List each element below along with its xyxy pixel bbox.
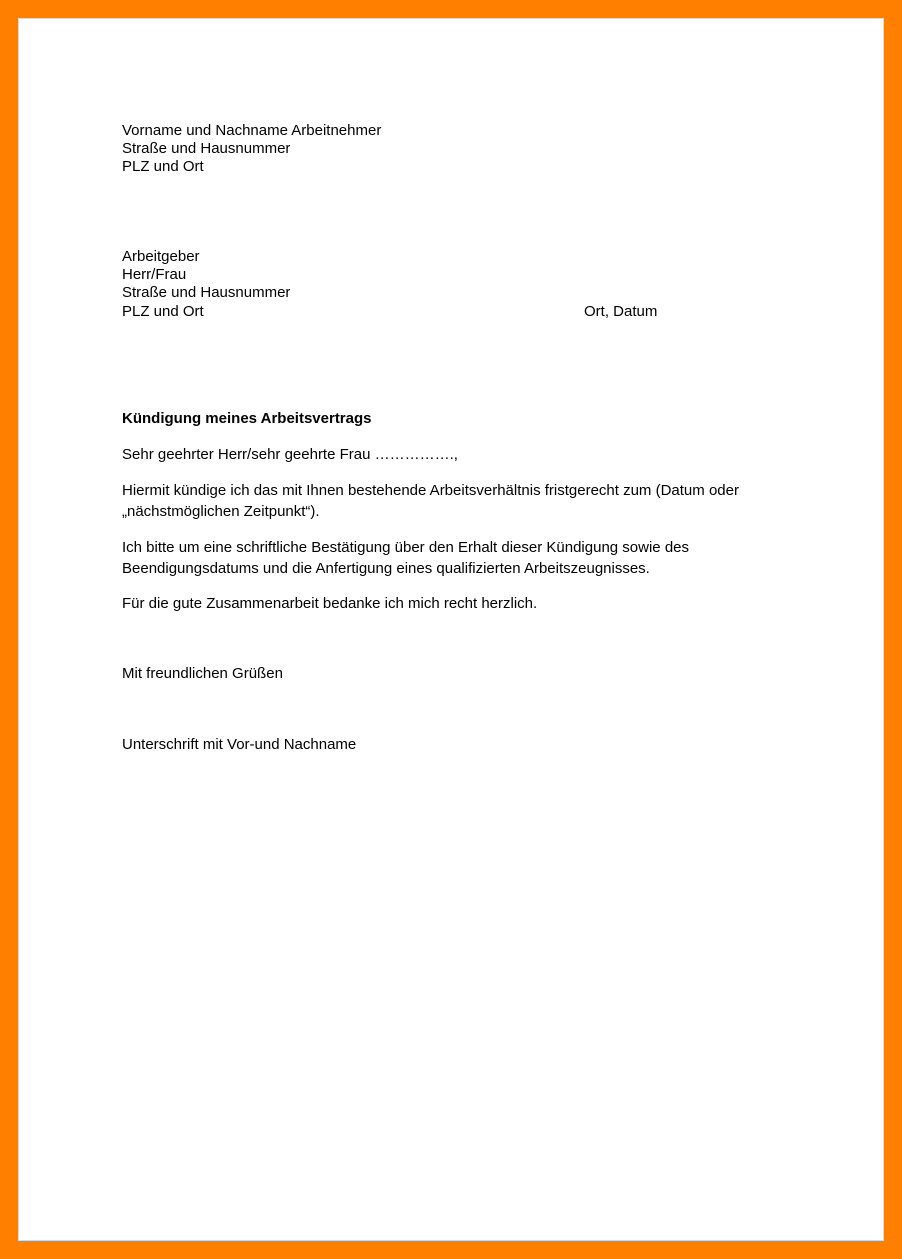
letter-page — [18, 18, 884, 1241]
body-paragraph-1: Hiermit kündige ich das mit Ihnen bestehende Arbeitsverhältnis fristgerecht zum (Datum oder „nächstmöglichen Zeitpunkt“). — [122, 482, 739, 520]
body-paragraph-3: Für die gute Zusammenarbeit bedanke ich mich recht herzlich. — [122, 595, 538, 612]
letter-salutation: Sehr geehrter Herr/sehr geehrte Frau ……………., — [122, 446, 458, 463]
recipient-street: Straße und Hausnummer — [122, 284, 291, 301]
body-paragraph-2: Ich bitte um eine schriftliche Bestätigung über den Erhalt dieser Kündigung sowie des Beendigungsdatums und die Anfertigung eines qualifizierten Arbeitszeugnisses. — [122, 539, 690, 577]
recipient-company: Arbeitgeber — [122, 248, 200, 265]
recipient-person: Herr/Frau — [122, 266, 187, 283]
sender-name: Vorname und Nachname Arbeitnehmer — [122, 122, 382, 139]
recipient-city: PLZ und Ort — [122, 303, 204, 320]
signature-line: Unterschrift mit Vor-und Nachname — [122, 736, 357, 753]
sender-street: Straße und Hausnummer — [122, 140, 291, 157]
letter-subject: Kündigung meines Arbeitsvertrags — [122, 410, 372, 427]
place-date: Ort, Datum — [584, 303, 658, 320]
sender-city: PLZ und Ort — [122, 158, 204, 175]
letter-closing: Mit freundlichen Grüßen — [122, 665, 283, 682]
